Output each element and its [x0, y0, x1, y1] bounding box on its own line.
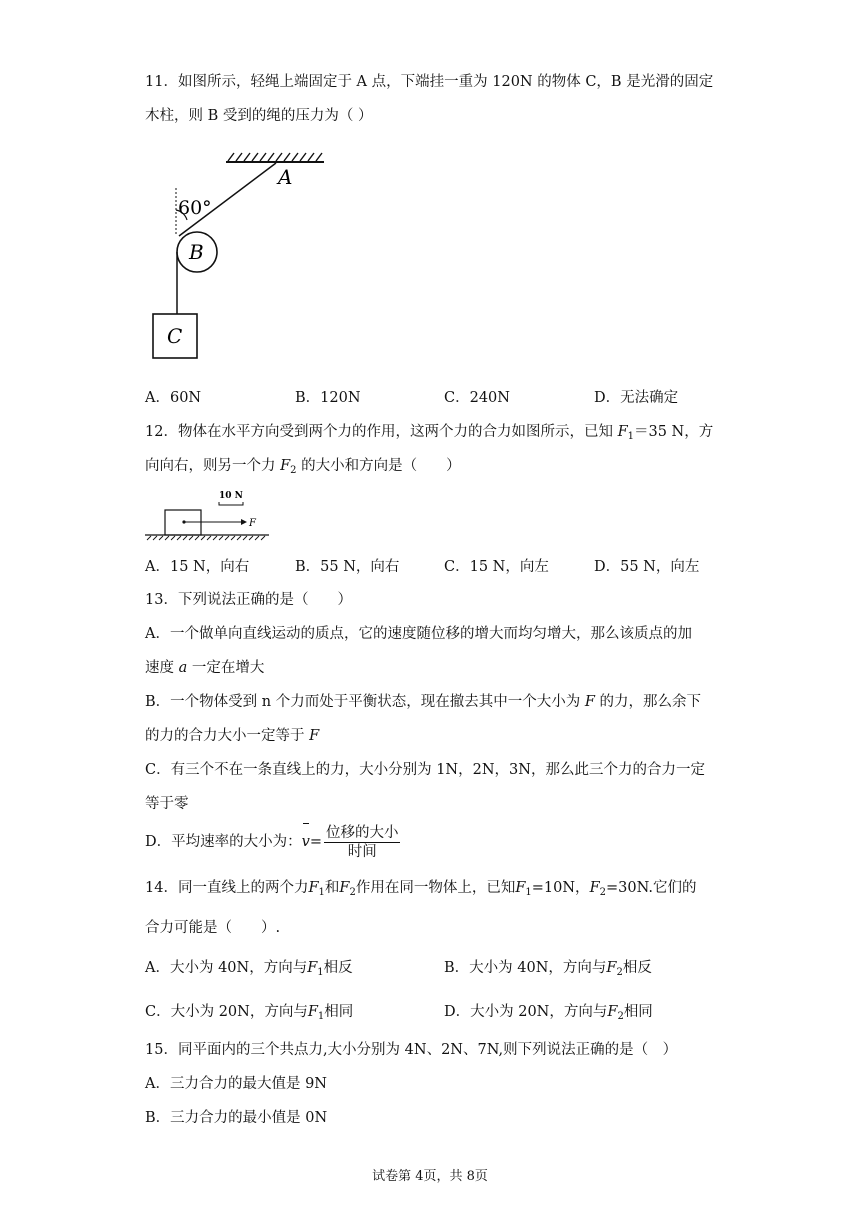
q15-stem: 15．同平面内的三个共点力,大小分别为 4N、2N、7N,则下列说法正确的是（ ）: [145, 1042, 678, 1058]
q11-line2: 木柱，则 B 受到的绳的压力为（ ）: [145, 108, 373, 124]
q13-c-line1: C．有三个不在一条直线上的力，大小分别为 1N，2N，3N，那么此三个力的合力一定: [145, 762, 705, 778]
q13-stem: 13．下列说法正确的是（ ）: [145, 592, 352, 608]
q13-a-line2: 速度 a 一定在增大: [145, 660, 265, 676]
page-footer: 试卷第 4页，共 8页: [372, 1169, 488, 1184]
speed-fraction: $\frac{\text{位移的大小}}{\text{时间}}$: [325, 824, 399, 860]
q14-option-c: C．大小为 20N，方向与$F_1$相同: [145, 1004, 354, 1022]
q14-option-b: B．大小为 40N，方向与$F_2$相反: [444, 960, 652, 978]
q11-figure: [148, 148, 338, 364]
q14-line2: 合力可能是（ ）.: [145, 920, 281, 936]
angle-label: 60°: [178, 197, 212, 219]
q14-option-a: A．大小为 40N，方向与$F_1$相反: [145, 960, 353, 978]
q11-option-b: B．120N: [295, 390, 361, 406]
scale-bracket: [219, 502, 243, 505]
ground-hatch: [147, 536, 265, 540]
average-speed-symbol: v: [302, 822, 310, 862]
q12-option-d: D．55 N，向左: [594, 559, 700, 575]
q13-c-line2: 等于零: [145, 796, 189, 812]
q13-d-line: D．平均速率的大小为：v= $\frac{\text{位移的大小}}{\text{时间}}$: [145, 822, 400, 862]
q11-option-a: A．60N: [145, 390, 202, 406]
q15-option-b: B．三力合力的最小值是 0N: [145, 1110, 328, 1126]
arrow-head: [241, 519, 247, 525]
q13-b-line1: B．一个物体受到 n 个力而处于平衡状态，现在撤去其中一个大小为 F 的力，那么余下: [145, 694, 701, 710]
q14-line1: 14．同一直线上的两个力$F_1$和$F_2$作用在同一物体上，已知$F_1=10N$，$F_2=30N$.它们的: [145, 880, 697, 898]
q12-option-c: C．15 N，向左: [444, 559, 549, 575]
force-label: F: [249, 518, 256, 529]
q14-option-d: D．大小为 20N，方向与$F_2$相同: [444, 1004, 653, 1022]
q12-option-a: A．15 N，向右: [145, 559, 250, 575]
label-a: A: [278, 165, 293, 189]
q11-option-c: C．240N: [444, 390, 510, 406]
label-b: B: [189, 240, 204, 264]
q11-line1: 11．如图所示，轻绳上端固定于 A 点，下端挂一重为 120N 的物体 C，B 是光滑的固定: [145, 74, 714, 90]
q13-b-line2: 的力的合力大小一定等于 F: [145, 728, 320, 744]
scale-label: 10 N: [219, 491, 243, 501]
q11-option-d: D．无法确定: [594, 390, 679, 406]
label-c: C: [167, 324, 183, 348]
ceiling-hatch: [226, 153, 324, 162]
q15-option-a: A．三力合力的最大值是 9N: [145, 1076, 327, 1092]
q12-figure: [145, 484, 270, 544]
q13-a-line1: A．一个做单向直线运动的质点，它的速度随位移的增大而均匀增大，那么该质点的加: [145, 626, 692, 642]
q12-line1: 12．物体在水平方向受到两个力的作用，这两个力的合力如图所示，已知 $F_1=35$ N，方: [145, 424, 714, 442]
q12-line2: 向向右，则另一个力 $F_2$ 的大小和方向是（ ）: [145, 458, 461, 476]
q12-option-b: B．55 N，向右: [295, 559, 400, 575]
